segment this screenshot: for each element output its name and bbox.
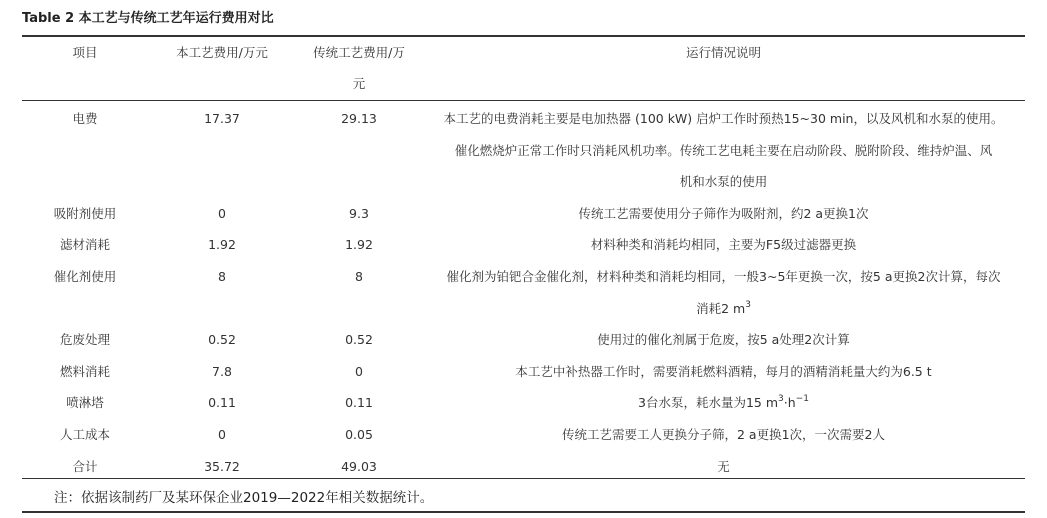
header-desc: 运行情况说明 <box>685 45 761 60</box>
table-row <box>22 229 1025 261</box>
header-trad-cost-line2: 元 <box>352 76 366 91</box>
cell-our-cost: 35.72 <box>204 458 240 474</box>
cell-trad-cost: 49.03 <box>341 458 377 474</box>
cell-item: 吸附剂使用 <box>53 205 117 221</box>
bottom-rule <box>22 511 1025 513</box>
desc-text: 3台水泵，耗水量为15 m <box>638 395 779 411</box>
cell-item: 燃料消耗 <box>59 363 110 379</box>
cell-desc: 材料种类和消耗均相同，主要为F5级过滤器更换 <box>590 237 857 253</box>
header-our-cost: 本工艺费用/万元 <box>176 45 268 60</box>
desc-text: ·h <box>783 395 796 411</box>
cell-our-cost: 1.92 <box>208 237 236 253</box>
table-row-total <box>22 451 1025 483</box>
cost-table <box>22 37 1025 482</box>
cell-item: 人工成本 <box>59 426 110 442</box>
cell-desc: 传统工艺需要工人更换分子筛，2 a更换1次，一次需要2人 <box>562 426 885 442</box>
cell-our-cost: 8 <box>218 268 226 284</box>
cell-item: 电费 <box>72 111 98 126</box>
cell-our-cost: 0.11 <box>208 395 236 411</box>
table-row <box>22 419 1025 451</box>
cell-item: 合计 <box>72 458 98 474</box>
desc-line: 催化剂为铂钯合金催化剂，材料种类和消耗均相同，一般3~5年更换一次，按5 a更换2次计算，每次 <box>446 268 1001 284</box>
cell-item: 滤材消耗 <box>59 237 110 253</box>
cell-item: 喷淋塔 <box>66 395 104 411</box>
superscript: 3 <box>745 299 751 310</box>
header-trad-cost-line1: 传统工艺费用/万 <box>313 45 405 60</box>
cell-our-cost: 0.52 <box>208 332 236 348</box>
desc-line: 消耗2 m <box>696 300 746 316</box>
cell-desc: 无 <box>717 458 730 474</box>
desc-line: 催化燃烧炉正常工作时只消耗风机功率。传统工艺电耗主要在启动阶段、脱附阶段、维持炉温、风 <box>454 142 993 158</box>
superscript: −1 <box>795 394 809 405</box>
cell-trad-cost: 29.13 <box>341 111 377 126</box>
table-row <box>22 99 1025 198</box>
cell-our-cost: 7.8 <box>212 363 232 379</box>
table-row <box>22 324 1025 356</box>
header-item: 项目 <box>72 45 98 60</box>
cell-our-cost: 17.37 <box>204 111 240 126</box>
table-row <box>22 261 1025 324</box>
cell-item: 危废处理 <box>59 332 110 348</box>
desc-line: 机和水泵的使用 <box>679 174 768 190</box>
cell-desc <box>422 99 1025 198</box>
cell-trad-cost: 0.52 <box>345 332 373 348</box>
desc-line: 本工艺的电费消耗主要是电加热器 (100 kW) 启炉工作时预热15~30 min，以及风机和水泵的使用。 <box>443 111 1004 126</box>
table-footnote: 注：依据该制药厂及某环保企业2019—2022年相关数据统计。 <box>54 490 434 506</box>
cell-our-cost: 0 <box>218 205 226 221</box>
header-trad-cost <box>296 37 422 99</box>
cell-trad-cost: 0 <box>355 363 363 379</box>
cell-desc: 传统工艺需要使用分子筛作为吸附剂，约2 a更换1次 <box>578 205 869 221</box>
cell-our-cost: 0 <box>218 426 226 442</box>
cell-trad-cost: 9.3 <box>349 205 369 221</box>
table-row <box>22 387 1025 419</box>
superscript: 3 <box>778 394 784 405</box>
cell-desc: 使用过的催化剂属于危废，按5 a处理2次计算 <box>597 332 850 348</box>
table-row <box>22 356 1025 388</box>
table-row <box>22 198 1025 230</box>
cell-desc: 本工艺中补热器工作时，需要消耗燃料酒精，每月的酒精消耗量大约为6.5 t <box>515 363 932 379</box>
cell-trad-cost: 8 <box>355 268 363 284</box>
cell-trad-cost: 0.05 <box>345 426 373 442</box>
cell-desc <box>422 261 1025 324</box>
cell-trad-cost: 1.92 <box>345 237 373 253</box>
cell-trad-cost: 0.11 <box>345 395 373 411</box>
table-caption: Table 2 本工艺与传统工艺年运行费用对比 <box>22 11 274 26</box>
cell-desc <box>422 387 1025 419</box>
cell-item: 催化剂使用 <box>53 268 117 284</box>
header-row <box>22 37 1025 99</box>
